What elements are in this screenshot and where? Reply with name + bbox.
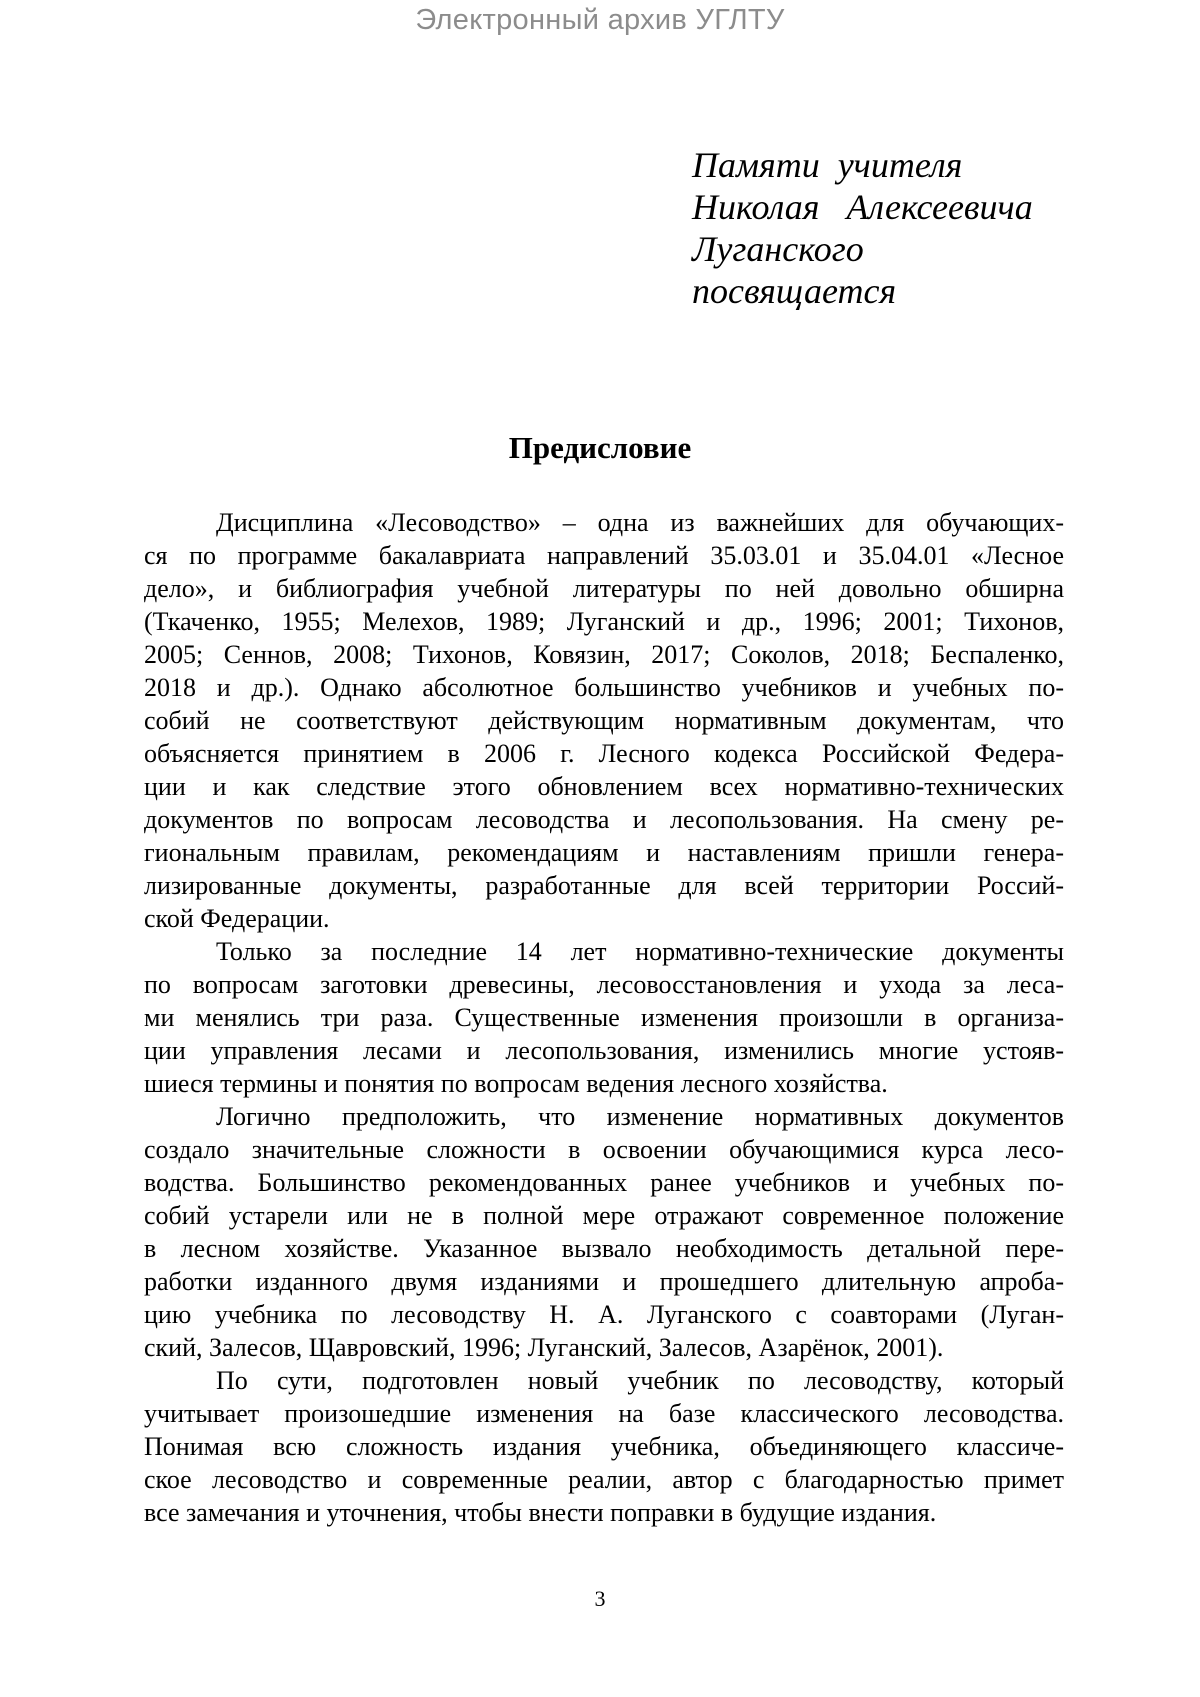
- text-line: все замечания и уточнения, чтобы внести поправки в будущие издания.: [144, 1498, 937, 1527]
- text-line: Логично предположить, что изменение нормативных документов: [216, 1102, 1064, 1131]
- section-heading: Предисловие: [508, 430, 692, 465]
- paragraph: [144, 506, 1064, 935]
- dedication-line: Николая Алексеевича: [692, 187, 1033, 227]
- page-number: 3: [594, 1586, 606, 1611]
- dedication-line: Луганского: [692, 229, 864, 269]
- text-line: ми менялись три раза. Существенные изменения произошли в организа-: [144, 1003, 1064, 1032]
- preface-body: [144, 506, 1064, 1529]
- dedication: [692, 144, 1033, 312]
- text-line: Только за последние 14 лет нормативно-технические документы: [216, 937, 1064, 966]
- text-line: (Ткаченко, 1955; Мелехов, 1989; Луганский и др., 1996; 2001; Тихонов,: [144, 607, 1064, 636]
- paragraph: [144, 1364, 1064, 1529]
- text-line: ции управления лесами и лесопользования, изменились многие устояв-: [144, 1036, 1064, 1065]
- text-line: учитывает произошедшие изменения на базе классического лесоводства.: [144, 1399, 1064, 1428]
- text-line: лизированные документы, разработанные для всей территории Россий-: [144, 871, 1064, 900]
- paragraph: [144, 1100, 1064, 1364]
- text-line: Понимая всю сложность издания учебника, объединяющего классиче-: [144, 1432, 1064, 1461]
- text-line: объясняется принятием в 2006 г. Лесного кодекса Российской Федера-: [144, 739, 1064, 768]
- text-line: создало значительные сложности в освоении обучающимися курса лесо-: [144, 1135, 1064, 1164]
- text-line: собий не соответствуют действующим нормативным документам, что: [144, 706, 1064, 735]
- text-line: ской Федерации.: [144, 904, 330, 933]
- text-line: Дисциплина «Лесоводство» – одна из важнейших для обучающих-: [216, 508, 1064, 537]
- text-line: работки изданного двумя изданиями и прошедшего длительную апроба-: [144, 1267, 1064, 1296]
- text-line: гиональным правилам, рекомендациям и наставлениям пришли генера-: [144, 838, 1064, 867]
- text-line: 2018 и др.). Однако абсолютное большинство учебников и учебных по-: [144, 673, 1064, 702]
- archive-watermark: Электронный архив УГЛТУ: [415, 4, 785, 36]
- text-line: шиеся термины и понятия по вопросам ведения лесного хозяйства.: [144, 1069, 888, 1098]
- text-line: ский, Залесов, Щавровский, 1996; Луганский, Залесов, Азарёнок, 2001).: [144, 1333, 944, 1362]
- dedication-line: посвящается: [692, 271, 897, 311]
- text-line: цию учебника по лесоводству Н. А. Луганского с соавторами (Луган-: [144, 1300, 1064, 1329]
- text-line: собий устарели или не в полной мере отражают современное положение: [144, 1201, 1064, 1230]
- text-line: водства. Большинство рекомендованных ранее учебников и учебных по-: [144, 1168, 1064, 1197]
- text-line: 2005; Сеннов, 2008; Тихонов, Ковязин, 2017; Соколов, 2018; Беспаленко,: [144, 640, 1064, 669]
- text-line: документов по вопросам лесоводства и лесопользования. На смену ре-: [144, 805, 1064, 834]
- text-line: По сути, подготовлен новый учебник по лесоводству, который: [216, 1366, 1064, 1395]
- text-line: ся по программе бакалавриата направлений 35.03.01 и 35.04.01 «Лесное: [144, 541, 1064, 570]
- dedication-line: Памяти учителя: [692, 145, 963, 185]
- paragraph: [144, 935, 1064, 1100]
- text-line: ское лесоводство и современные реалии, автор с благодарностью примет: [144, 1465, 1064, 1494]
- text-line: ции и как следствие этого обновлением всех нормативно-технических: [144, 772, 1064, 801]
- text-line: в лесном хозяйстве. Указанное вызвало необходимость детальной пере-: [144, 1234, 1064, 1263]
- text-line: дело», и библиография учебной литературы по ней довольно обширна: [144, 574, 1064, 603]
- text-line: по вопросам заготовки древесины, лесовосстановления и ухода за леса-: [144, 970, 1064, 999]
